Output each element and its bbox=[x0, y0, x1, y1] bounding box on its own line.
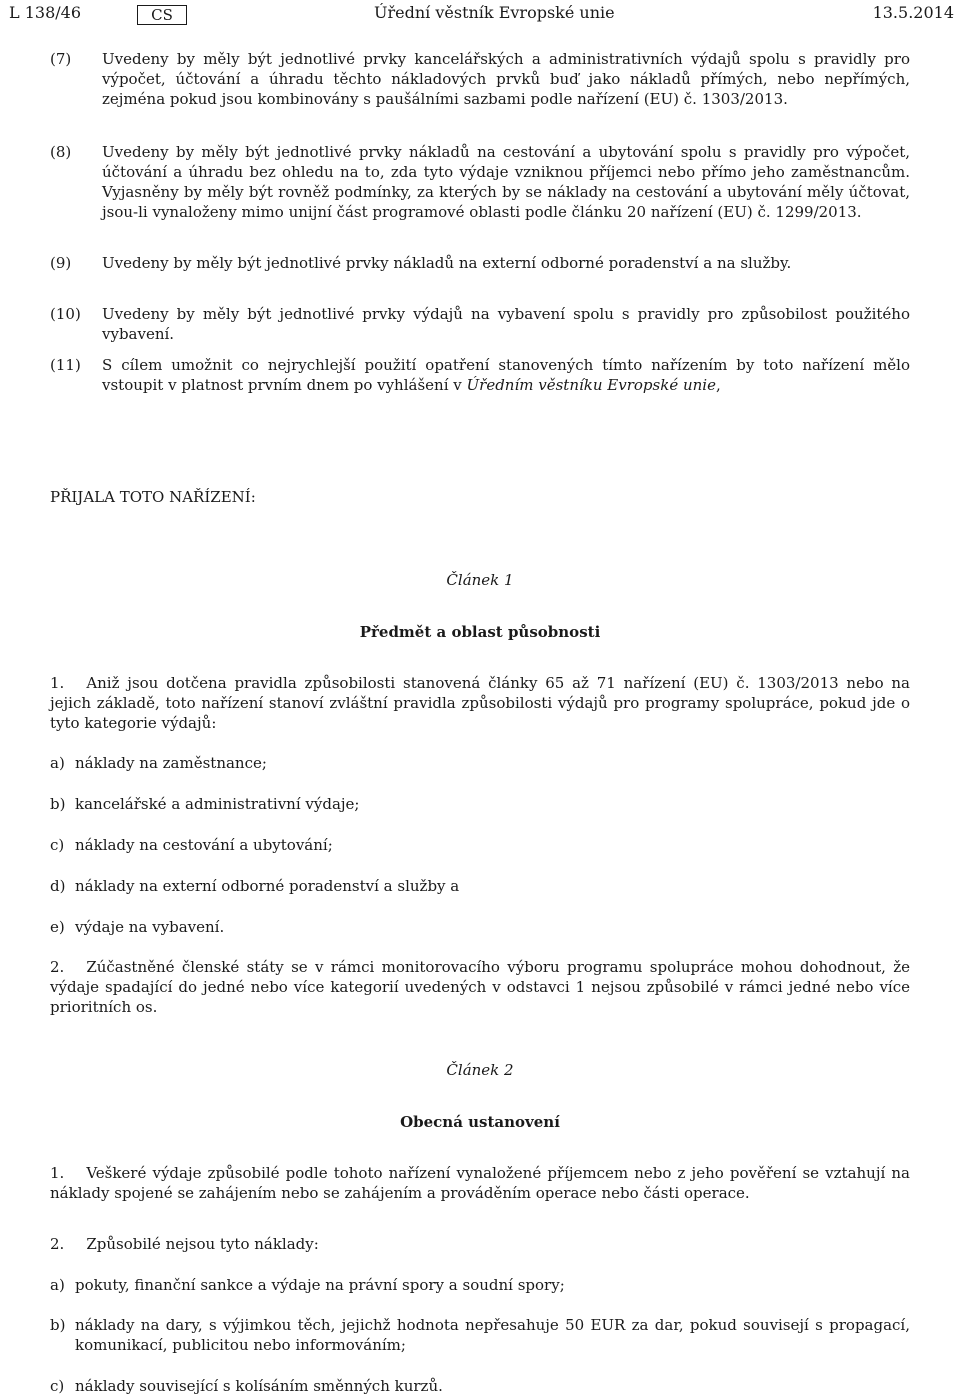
recital-10 bbox=[50, 304, 910, 344]
recital-11 bbox=[50, 355, 910, 395]
paragraph-text: Veškeré výdaje způsobilé podle tohoto nařízení vynaložené příjemcem nebo z jeho pověření se vztahují na náklady spojené se zahájením nebo se zahájením a prováděním operace nebo části operace. bbox=[50, 1164, 910, 1202]
recital-8 bbox=[50, 142, 910, 222]
article-1-item-e: e) výdaje na vybavení. bbox=[50, 918, 225, 936]
adopted-statement: PŘIJALA TOTO NAŘÍZENÍ: bbox=[50, 488, 256, 506]
article-2-item-a: a) pokuty, finanční sankce a výdaje na právní spory a soudní spory; bbox=[50, 1276, 565, 1294]
article-1-item-b: b) kancelářské a administrativní výdaje; bbox=[50, 795, 360, 813]
recital-text: Uvedeny by měly být jednotlivé prvky výdajů na vybavení spolu s pravidly pro způsobilost použitého vybavení. bbox=[102, 305, 910, 343]
article-2-number: Článek 2 bbox=[446, 1061, 514, 1079]
journal-title: Úřední věstník Evropské unie bbox=[374, 3, 615, 22]
article-1-paragraph-2 bbox=[50, 957, 910, 1017]
article-1-item-d: d) náklady na externí odborné poradenství a služby a bbox=[50, 877, 460, 895]
recital-number: (11) bbox=[50, 356, 81, 374]
paragraph-text: Zúčastněné členské státy se v rámci monitorovacího výboru programu spolupráce mohou dohodnout, že výdaje spadající do jedné nebo více kategorií uvedených v odstavci 1 nejsou způsobilé v rámci jedné nebo více prioritních os. bbox=[50, 958, 910, 1016]
recital-number: (7) bbox=[50, 50, 72, 68]
publication-date: 13.5.2014 bbox=[872, 3, 954, 22]
paragraph-number: 1. bbox=[50, 1164, 65, 1182]
recital-9 bbox=[50, 253, 910, 273]
recital-text: Uvedeny by měly být jednotlivé prvky kancelářských a administrativních výdajů spolu s pravidly pro výpočet, účtování a úhradu těchto nákladových prvků buď jako nákladů přímých, nebo nepřímých, zejména pokud jsou kombinovány s paušálními sazbami podle nařízení (EU) č. 1303/2013. bbox=[102, 50, 910, 108]
recital-number: (10) bbox=[50, 305, 81, 323]
journal-name-italic: Úředním věstníku Evropské unie bbox=[466, 376, 716, 394]
article-1-number: Článek 1 bbox=[446, 571, 514, 589]
page-number: L 138/46 bbox=[9, 3, 81, 22]
language-box: CS bbox=[137, 5, 187, 25]
paragraph-number: 2. bbox=[50, 958, 65, 976]
article-1-paragraph-1 bbox=[50, 673, 910, 733]
article-1-item-a: a) náklady na zaměstnance; bbox=[50, 754, 267, 772]
recital-text: Uvedeny by měly být jednotlivé prvky nákladů na externí odborné poradenství a na služby. bbox=[102, 254, 792, 272]
article-2-title: Obecná ustanovení bbox=[400, 1113, 560, 1131]
paragraph-number: 1. bbox=[50, 674, 65, 692]
article-1-title: Předmět a oblast působnosti bbox=[359, 623, 601, 641]
recital-text: S cílem umožnit co nejrychlejší použití opatření stanovených tímto nařízením by toto nařízení mělo vstoupit v platnost prvním dnem po vyhlášení v Úředním věstníku Evropské unie, bbox=[102, 356, 910, 394]
paragraph-number: 2. bbox=[50, 1235, 65, 1253]
recital-text: Uvedeny by měly být jednotlivé prvky nákladů na cestování a ubytování spolu s pravidly pro výpočet, účtování a úhradu bez ohledu na to, zda tyto výdaje vzniknou příjemci nebo přímo jeho zaměstnancům. Vyjasněny by měly být rovněž podmínky, za kterých by se náklady na cestování a ubytování měly účtovat, jsou-li vynaloženy mimo unijní část programové oblasti podle článku 20 nařízení (EU) č. 1299/2013. bbox=[102, 143, 910, 221]
article-1-item-c: c) náklady na cestování a ubytování; bbox=[50, 836, 333, 854]
article-2-item-b: b) náklady na dary, s výjimkou těch, jejichž hodnota nepřesahuje 50 EUR za dar, pokud souvisejí s propagací, komunikací, publicitou nebo informováním; bbox=[50, 1316, 910, 1354]
paragraph-text: Aniž jsou dotčena pravidla způsobilosti stanovená články 65 až 71 nařízení (EU) č. 1303/2013 nebo na jejich základě, toto nařízení stanoví zvláštní pravidla způsobilosti výdajů pro programy spolupráce, pokud jde o tyto kategorie výdajů: bbox=[50, 674, 910, 732]
page-header bbox=[9, 3, 954, 25]
recital-7 bbox=[50, 49, 910, 109]
article-2-paragraph-1 bbox=[50, 1163, 910, 1203]
article-2-item-c: c) náklady související s kolísáním směnných kurzů. bbox=[50, 1377, 443, 1395]
recital-number: (8) bbox=[50, 143, 72, 161]
paragraph-text: Způsobilé nejsou tyto náklady: bbox=[86, 1235, 319, 1253]
article-2-paragraph-2 bbox=[50, 1234, 910, 1254]
recital-number: (9) bbox=[50, 254, 72, 272]
